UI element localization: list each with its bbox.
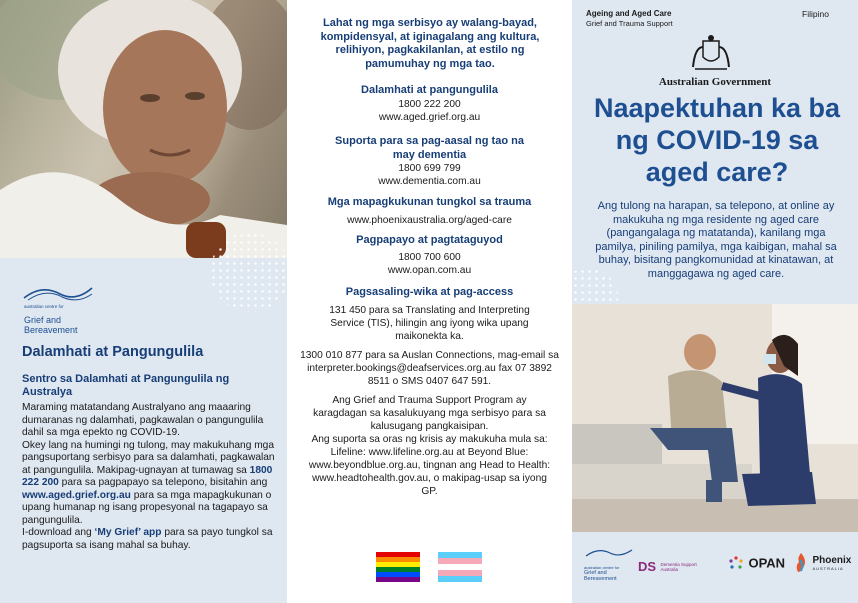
service-line: 1800 699 799 bbox=[398, 163, 461, 174]
left-para-2b: para sa pagpapayo sa telepono, bisitahin ang bbox=[58, 477, 268, 488]
left-para-2a: Okey lang na humingi ng tulong, may makukuhang mga pangsuportang serbisyo para sa dalamhati, pagkawalan at pangungulila. Makipag-ugnayan at tumawag sa bbox=[22, 439, 275, 476]
opan-star-icon bbox=[728, 555, 744, 571]
left-subheading: Sentro sa Dalamhati at Pangungulila ng Australya bbox=[22, 373, 230, 398]
program-tag-subtitle: Grief and Trauma Support bbox=[586, 19, 673, 28]
grief-logo-mark-icon bbox=[584, 546, 634, 560]
grief-phone: 1800 222 200 bbox=[22, 464, 273, 488]
phoenix-sub-text: AUSTRALIA bbox=[812, 565, 844, 571]
australian-government-label: Australian Government bbox=[658, 76, 772, 88]
left-body bbox=[22, 402, 280, 552]
program-tag-title: Ageing and Aged Care bbox=[586, 9, 672, 18]
service-advocacy bbox=[297, 234, 562, 277]
middle-panel bbox=[287, 0, 572, 603]
service-heading: Pagpapayo at pagtataguyod bbox=[356, 234, 503, 246]
grief-logo-large-text: Grief and Bereavement bbox=[24, 315, 78, 335]
elderly-woman-illustration bbox=[0, 0, 287, 258]
service-translation bbox=[297, 286, 562, 498]
phoenix-australia-logo bbox=[794, 552, 856, 574]
footer-grief-large: Grief and Bereavement bbox=[584, 570, 617, 582]
ds-mark: DS bbox=[638, 559, 657, 574]
service-line: www.dementia.com.au bbox=[378, 176, 481, 187]
right-panel bbox=[572, 0, 858, 603]
opan-text: OPAN bbox=[748, 555, 786, 571]
language-label: Filipino bbox=[802, 9, 829, 19]
left-para-1: Maraming matatandang Australyano ang maaaring dumaranas ng dalamhati, pagkawalan o pangungulila dahil sa mga epekto ng COVID-19. bbox=[22, 402, 264, 438]
services-intro: Lahat ng mga serbisyo ay walang-bayad, kompidensyal, at iginagalang ang kultura, relihiyon, pagkakilanlan, at estilo ng pamumuhay ng mga tao. bbox=[320, 17, 540, 70]
service-line: 1800 700 600 bbox=[398, 251, 461, 263]
nurse-resident-illustration bbox=[572, 304, 858, 532]
service-line: Ang suporta sa oras ng krisis ay makukuha mula sa: Lifeline: www.lifeline.org.au at Beyond Blue: www.beyondblue.org.au, tingnan ang Head to Health: www.headtohealth.gov.au, o makipag-usap sa iyong GP. bbox=[308, 433, 551, 497]
main-title: Naapektuhan ka ba ng COVID-19 sa aged care? bbox=[593, 93, 841, 187]
service-trauma bbox=[297, 196, 562, 227]
grief-logo-small-text: australian centre for bbox=[24, 304, 64, 309]
ds-text: Dementia Support Australia bbox=[660, 561, 697, 572]
partner-logos bbox=[572, 546, 858, 586]
service-heading: Pagsasaling-wika at pag-access bbox=[345, 286, 514, 298]
service-line: www.aged.grief.org.au bbox=[378, 111, 481, 123]
grief-centre-logo bbox=[22, 282, 102, 335]
transgender-flag-icon bbox=[438, 552, 482, 582]
service-grief bbox=[297, 84, 562, 124]
service-line: www.opan.com.au bbox=[387, 264, 472, 276]
phoenix-text-block bbox=[812, 556, 851, 571]
lead-paragraph: Ang tulong na harapan, sa telepono, at online ay makukuha ng mga residente ng aged care (pangangalaga ng matatanda), kanilang mga pamilya, piniling pamilya, mga kaibigan, mahal sa buhay, bisitang pangkomunidad at kinatawan, at manggagawa ng aged care. bbox=[595, 200, 837, 280]
footer-grief-small: australian centre for bbox=[584, 565, 620, 570]
grief-url: www.aged.grief.org.au bbox=[22, 489, 131, 501]
nurse-comforting-resident-photo bbox=[572, 304, 858, 532]
left-heading: Dalamhati at Pangungulila bbox=[22, 344, 204, 360]
left-para-3b: para sa payo tungkol sa pagsuporta sa isang mahal sa buhay. bbox=[22, 527, 273, 551]
elderly-woman-photo bbox=[0, 0, 287, 258]
phoenix-text: Phoenix bbox=[812, 554, 852, 566]
service-line: www.phoenixaustralia.org/aged-care bbox=[347, 214, 512, 226]
opan-logo bbox=[728, 554, 792, 572]
my-grief-app: ‘My Grief’ app bbox=[94, 527, 162, 538]
left-para-3a: I-download ang bbox=[22, 527, 95, 538]
grief-logo-mark-icon bbox=[22, 282, 94, 304]
decorative-dots bbox=[210, 232, 290, 312]
service-dementia bbox=[297, 135, 562, 188]
service-heading: Suporta para sa pag-aasal ng tao na may dementia bbox=[335, 135, 524, 161]
left-panel bbox=[0, 0, 287, 603]
dementia-support-logo bbox=[638, 558, 712, 576]
service-heading: Mga mapagkukunan tungkol sa trauma bbox=[327, 196, 532, 208]
service-heading: Dalamhati at pangungulila bbox=[361, 84, 498, 96]
phoenix-flame-icon bbox=[794, 552, 808, 574]
rainbow-flag-icon bbox=[376, 552, 420, 582]
left-para-2c: para sa mga mapagkukunan o upang humanap ng isang propesyonal na tagapayo sa pangungulila. bbox=[22, 489, 272, 526]
service-line: Ang Grief and Trauma Support Program ay karagdagan sa kasalukuyang mga serbisyo para sa kalusugang pangkaisipan. bbox=[313, 394, 546, 432]
service-line: 1800 222 200 bbox=[398, 98, 461, 110]
coat-of-arms-icon bbox=[689, 33, 733, 73]
grief-centre-footer-logo bbox=[584, 546, 636, 582]
service-line: 1300 010 877 para sa Auslan Connections, mag-email sa interpreter.bookings@deafservices.org.au fax 07 3892 8511 o SMS 0407 647 591. bbox=[300, 349, 559, 387]
service-line: 131 450 para sa Translating and Interpreting Service (TIS), hilingin ang iyong wika upang maikonekta ka. bbox=[329, 304, 530, 342]
